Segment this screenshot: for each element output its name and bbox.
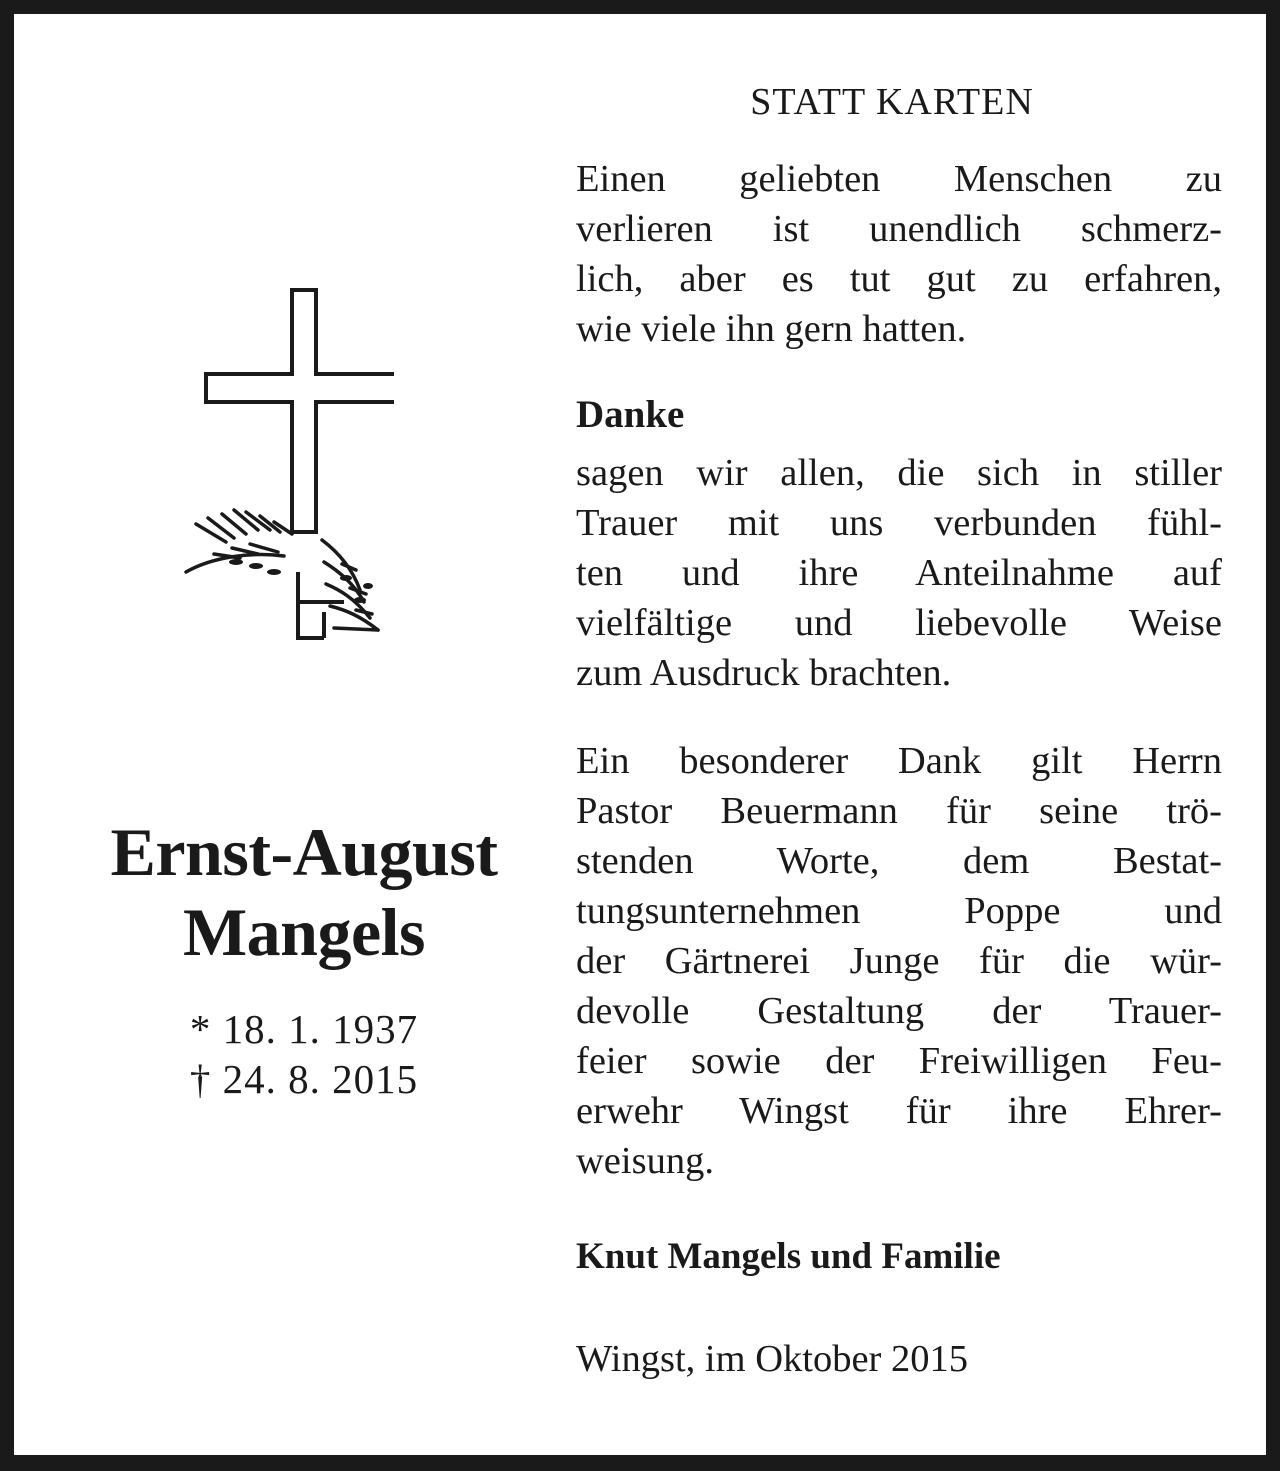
signature: Knut Mangels und Familie xyxy=(576,1236,1001,1277)
thanks-line: vielfältige und liebevolle Weise xyxy=(576,602,1222,644)
notice-heading: STATT KARTEN xyxy=(750,81,1034,123)
intro-line: Einen geliebten Menschen zu xyxy=(576,158,1222,200)
special-line: stenden Worte, dem Bestat- xyxy=(576,840,1222,882)
thanks-line: ten und ihre Anteilnahme auf xyxy=(576,552,1222,594)
special-line: tungsunternehmen Poppe und xyxy=(576,890,1222,932)
thanks-line: sagen wir allen, die sich in stiller xyxy=(576,452,1222,494)
thanks-heading: Danke xyxy=(576,393,685,436)
cross-with-wheat-icon xyxy=(174,272,394,652)
deceased-first-name: Ernst-August xyxy=(110,814,498,890)
place-date: Wingst, im Oktober 2015 xyxy=(576,1338,968,1380)
life-dates xyxy=(54,1004,554,1104)
special-line: der Gärtnerei Junge für die wür- xyxy=(576,940,1222,982)
special-line: Ein besonderer Dank gilt Herrn xyxy=(576,740,1222,782)
deceased-last-name: Mangels xyxy=(182,894,426,970)
notice-text xyxy=(576,74,1222,1384)
thanks-line: zum Ausdruck brachten. xyxy=(576,652,952,694)
special-line: feier sowie der Freiwilligen Feu- xyxy=(576,1040,1222,1082)
intro-line: lich, aber es tut gut zu erfahren, xyxy=(576,258,1222,300)
special-line: weisung. xyxy=(576,1140,714,1182)
special-line: Pastor Beuermann für seine trö- xyxy=(576,790,1222,832)
thanks-paragraph xyxy=(576,448,1222,698)
intro-line: verlieren ist unendlich schmerz- xyxy=(576,208,1222,250)
intro-paragraph xyxy=(576,154,1222,354)
special-line: erwehr Wingst für ihre Ehrer- xyxy=(576,1090,1222,1132)
death-date: † 24. 8. 2015 xyxy=(189,1056,419,1102)
intro-line: wie viele ihn gern hatten. xyxy=(576,308,967,350)
thanks-line: Trauer mit uns verbunden fühl- xyxy=(576,502,1222,544)
deceased-name xyxy=(54,812,554,972)
birth-date: * 18. 1. 1937 xyxy=(189,1006,419,1052)
special-line: devolle Gestaltung der Trauer- xyxy=(576,990,1222,1032)
special-thanks-paragraph xyxy=(576,736,1222,1186)
